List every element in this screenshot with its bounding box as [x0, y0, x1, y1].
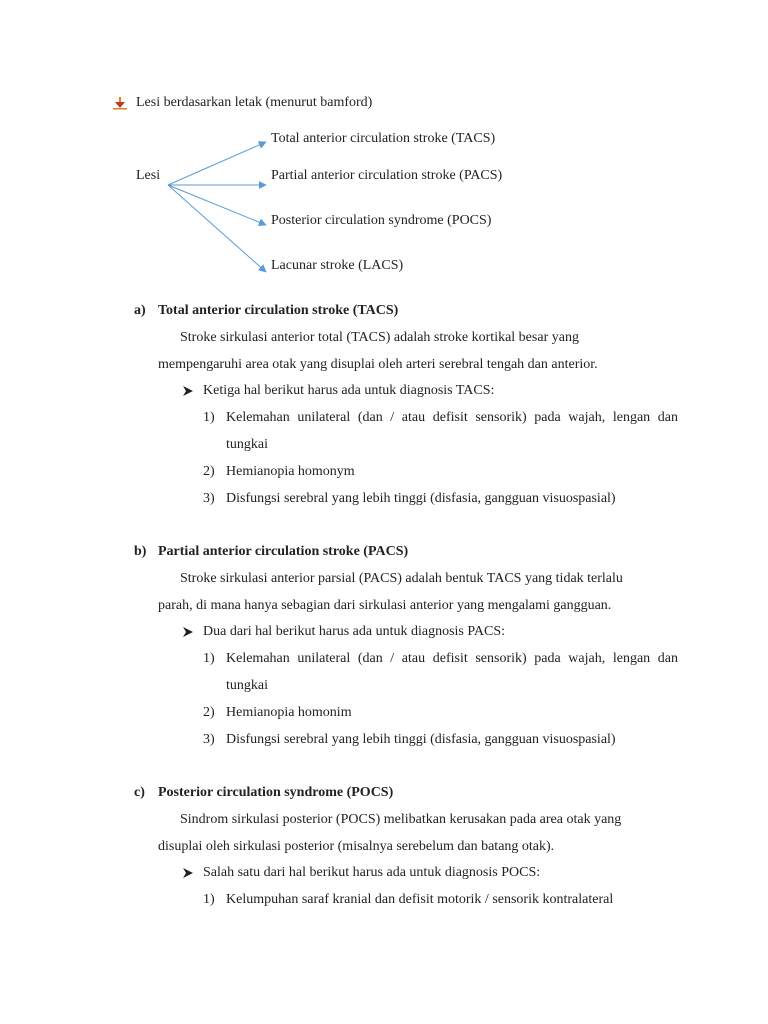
list-item-text: Kelumpuhan saraf kranial dan defisit motorik / sensorik kontralateral — [226, 892, 614, 907]
arrowhead-bullet-icon — [182, 385, 194, 397]
paragraph-line: mempengaruhi area otak yang disuplai oleh arteri serebral tengah dan anterior. — [158, 357, 598, 372]
branch-arrow-lacs — [168, 185, 266, 272]
section-letter: a) — [134, 303, 146, 318]
section-heading: Partial anterior circulation stroke (PACS) — [158, 544, 409, 559]
list-number: 3) — [203, 491, 215, 506]
paragraph-line: parah, di mana hanya sebagian dari sirkulasi anterior yang mengalami gangguan. — [158, 598, 612, 613]
paragraph-line: Sindrom sirkulasi posterior (POCS) melibatkan kerusakan pada area otak yang — [180, 812, 622, 827]
list-item-text: Kelemahan unilateral (dan / atau defisit sensorik) pada wajah, lengan dan — [226, 410, 678, 425]
list-item-text: Hemianopia homonym — [226, 464, 355, 479]
branch-arrow-pocs — [168, 185, 266, 225]
list-item-text: Disfungsi serebral yang lebih tinggi (disfasia, gangguan visuospasial) — [226, 491, 616, 506]
list-number: 3) — [203, 732, 215, 747]
paragraph-line: Stroke sirkulasi anterior parsial (PACS) adalah bentuk TACS yang tidak terlalu — [180, 571, 623, 586]
diagram-branch-label: Total anterior circulation stroke (TACS) — [271, 131, 496, 146]
diagram-branch-label: Partial anterior circulation stroke (PACS) — [271, 168, 503, 183]
section-paragraph — [158, 565, 678, 619]
list-number: 2) — [203, 705, 215, 720]
section-letter: c) — [134, 785, 145, 800]
diagram-branch-label: Posterior circulation syndrome (POCS) — [271, 213, 492, 228]
list-item-text: Kelemahan unilateral (dan / atau defisit sensorik) pada wajah, lengan dan — [226, 651, 678, 666]
section-letter: b) — [134, 544, 147, 559]
section-heading: Posterior circulation syndrome (POCS) — [158, 785, 394, 800]
arrowhead-bullet-icon — [182, 867, 194, 879]
list-item-continuation: tungkai — [226, 678, 268, 693]
diagram-root-label: Lesi — [136, 168, 161, 183]
criteria-intro: Dua dari hal berikut harus ada untuk diagnosis PACS: — [203, 624, 506, 639]
list-item-continuation: tungkai — [226, 437, 268, 452]
criteria-intro: Ketiga hal berikut harus ada untuk diagnosis TACS: — [203, 383, 495, 398]
paragraph-line: Stroke sirkulasi anterior total (TACS) adalah stroke kortikal besar yang — [180, 330, 579, 345]
list-number: 1) — [203, 892, 215, 907]
criteria-intro: Salah satu dari hal berikut harus ada untuk diagnosis POCS: — [203, 865, 541, 880]
list-number: 1) — [203, 651, 215, 666]
list-item-text: Disfungsi serebral yang lebih tinggi (disfasia, gangguan visuospasial) — [226, 732, 616, 747]
intro-bullet-text: Lesi berdasarkan letak (menurut bamford) — [136, 95, 373, 110]
list-number: 2) — [203, 464, 215, 479]
branch-arrow-tacs — [168, 142, 266, 185]
section-heading: Total anterior circulation stroke (TACS) — [158, 303, 399, 318]
arrowhead-bullet-icon — [182, 626, 194, 638]
paragraph-line: disuplai oleh sirkulasi posterior (misalnya serebelum dan batang otak). — [158, 839, 555, 854]
list-item-text: Hemianopia homonim — [226, 705, 352, 720]
section-paragraph — [158, 324, 678, 378]
diagram-branch-label: Lacunar stroke (LACS) — [271, 258, 404, 273]
list-number: 1) — [203, 410, 215, 425]
section-paragraph — [158, 806, 678, 860]
